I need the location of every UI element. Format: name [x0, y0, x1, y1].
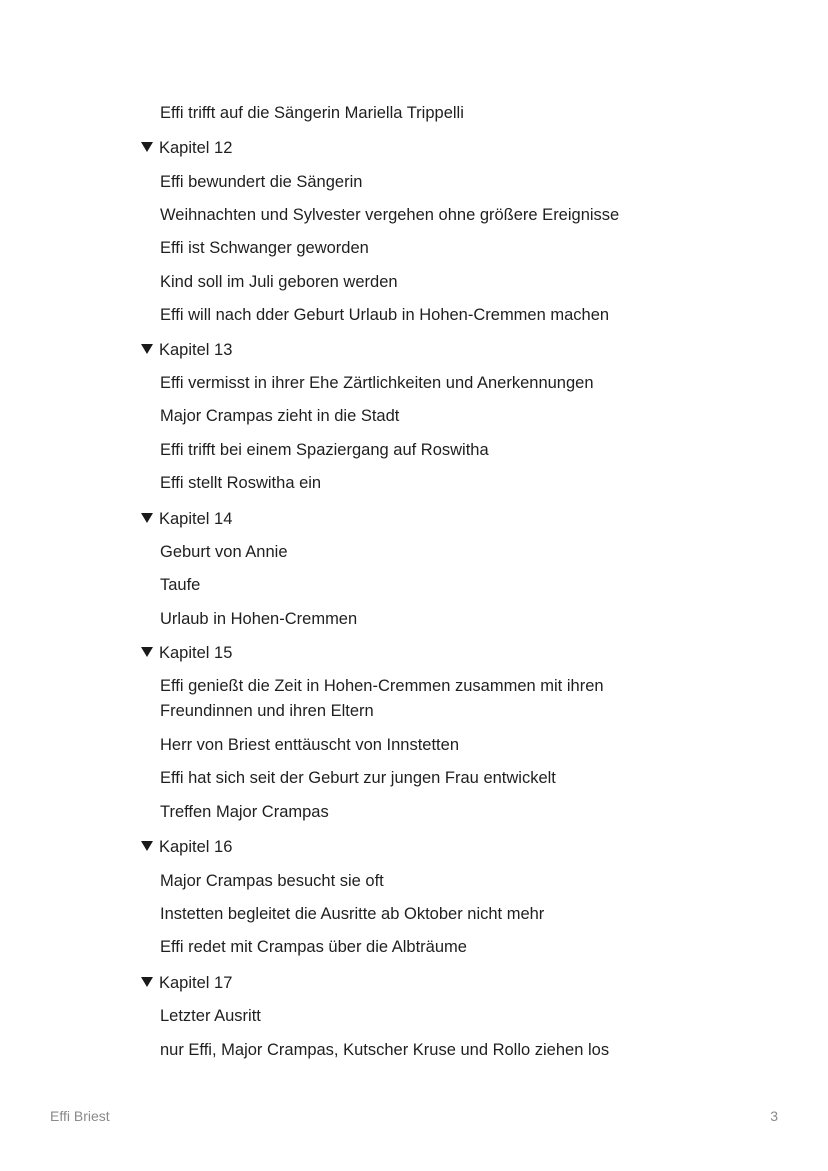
list-item: Major Crampas zieht in die Stadt	[160, 407, 400, 425]
list-item: Instetten begleitet die Ausritte ab Oktober nicht mehr	[160, 905, 545, 923]
triangle-down-icon	[141, 344, 153, 354]
chapter-title: Kapitel 14	[159, 510, 233, 528]
list-item: Effi stellt Roswitha ein	[160, 474, 322, 492]
triangle-down-icon	[141, 841, 153, 851]
triangle-down-icon	[141, 142, 153, 152]
chapter-toggle-kapitel-17[interactable]	[141, 971, 232, 996]
chapter-toggle-kapitel-16[interactable]	[141, 835, 232, 860]
list-item: Effi bewundert die Sängerin	[160, 173, 363, 191]
list-item: Effi redet mit Crampas über die Albträume	[160, 938, 467, 956]
list-item: Effi ist Schwanger geworden	[160, 239, 369, 257]
footer-document-title: Effi Briest	[50, 1108, 110, 1124]
triangle-down-icon	[141, 513, 153, 523]
list-item: Urlaub in Hohen-Cremmen	[160, 610, 358, 628]
list-item: Effi will nach dder Geburt Urlaub in Hohen-Cremmen machen	[160, 306, 610, 324]
list-item: Effi trifft bei einem Spaziergang auf Roswitha	[160, 441, 489, 459]
chapter-toggle-kapitel-13[interactable]	[141, 338, 232, 363]
list-item: nur Effi, Major Crampas, Kutscher Kruse und Rollo ziehen los	[160, 1041, 610, 1059]
list-item: Geburt von Annie	[160, 543, 288, 561]
list-item: Letzter Ausritt	[160, 1007, 261, 1025]
list-item: Effi hat sich seit der Geburt zur jungen Frau entwickelt	[160, 769, 556, 787]
triangle-down-icon	[141, 647, 153, 657]
chapter-title: Kapitel 15	[159, 644, 233, 662]
list-item: Major Crampas besucht sie oft	[160, 872, 384, 890]
list-item: Kind soll im Juli geboren werden	[160, 273, 398, 291]
chapter-title: Kapitel 17	[159, 974, 233, 992]
list-item: Effi genießt die Zeit in Hohen-Cremmen zusammen mit ihren Freundinnen und ihren Eltern	[160, 677, 604, 720]
chapter-title: Kapitel 13	[159, 341, 233, 359]
chapter-toggle-kapitel-12[interactable]	[141, 136, 232, 161]
list-item: Herr von Briest enttäuscht von Innstetten	[160, 736, 459, 754]
triangle-down-icon	[141, 977, 153, 987]
footer-page-number: 3	[770, 1108, 778, 1124]
list-item: Treffen Major Crampas	[160, 803, 329, 821]
list-item: Effi vermisst in ihrer Ehe Zärtlichkeiten und Anerkennungen	[160, 374, 594, 392]
list-item: Effi trifft auf die Sängerin Mariella Trippelli	[160, 104, 464, 122]
chapter-title: Kapitel 12	[159, 139, 233, 157]
chapter-toggle-kapitel-15[interactable]	[141, 641, 232, 666]
list-item: Taufe	[160, 576, 201, 594]
chapter-title: Kapitel 16	[159, 838, 233, 856]
list-item: Weihnachten und Sylvester vergehen ohne größere Ereignisse	[160, 206, 620, 224]
chapter-toggle-kapitel-14[interactable]	[141, 507, 232, 532]
